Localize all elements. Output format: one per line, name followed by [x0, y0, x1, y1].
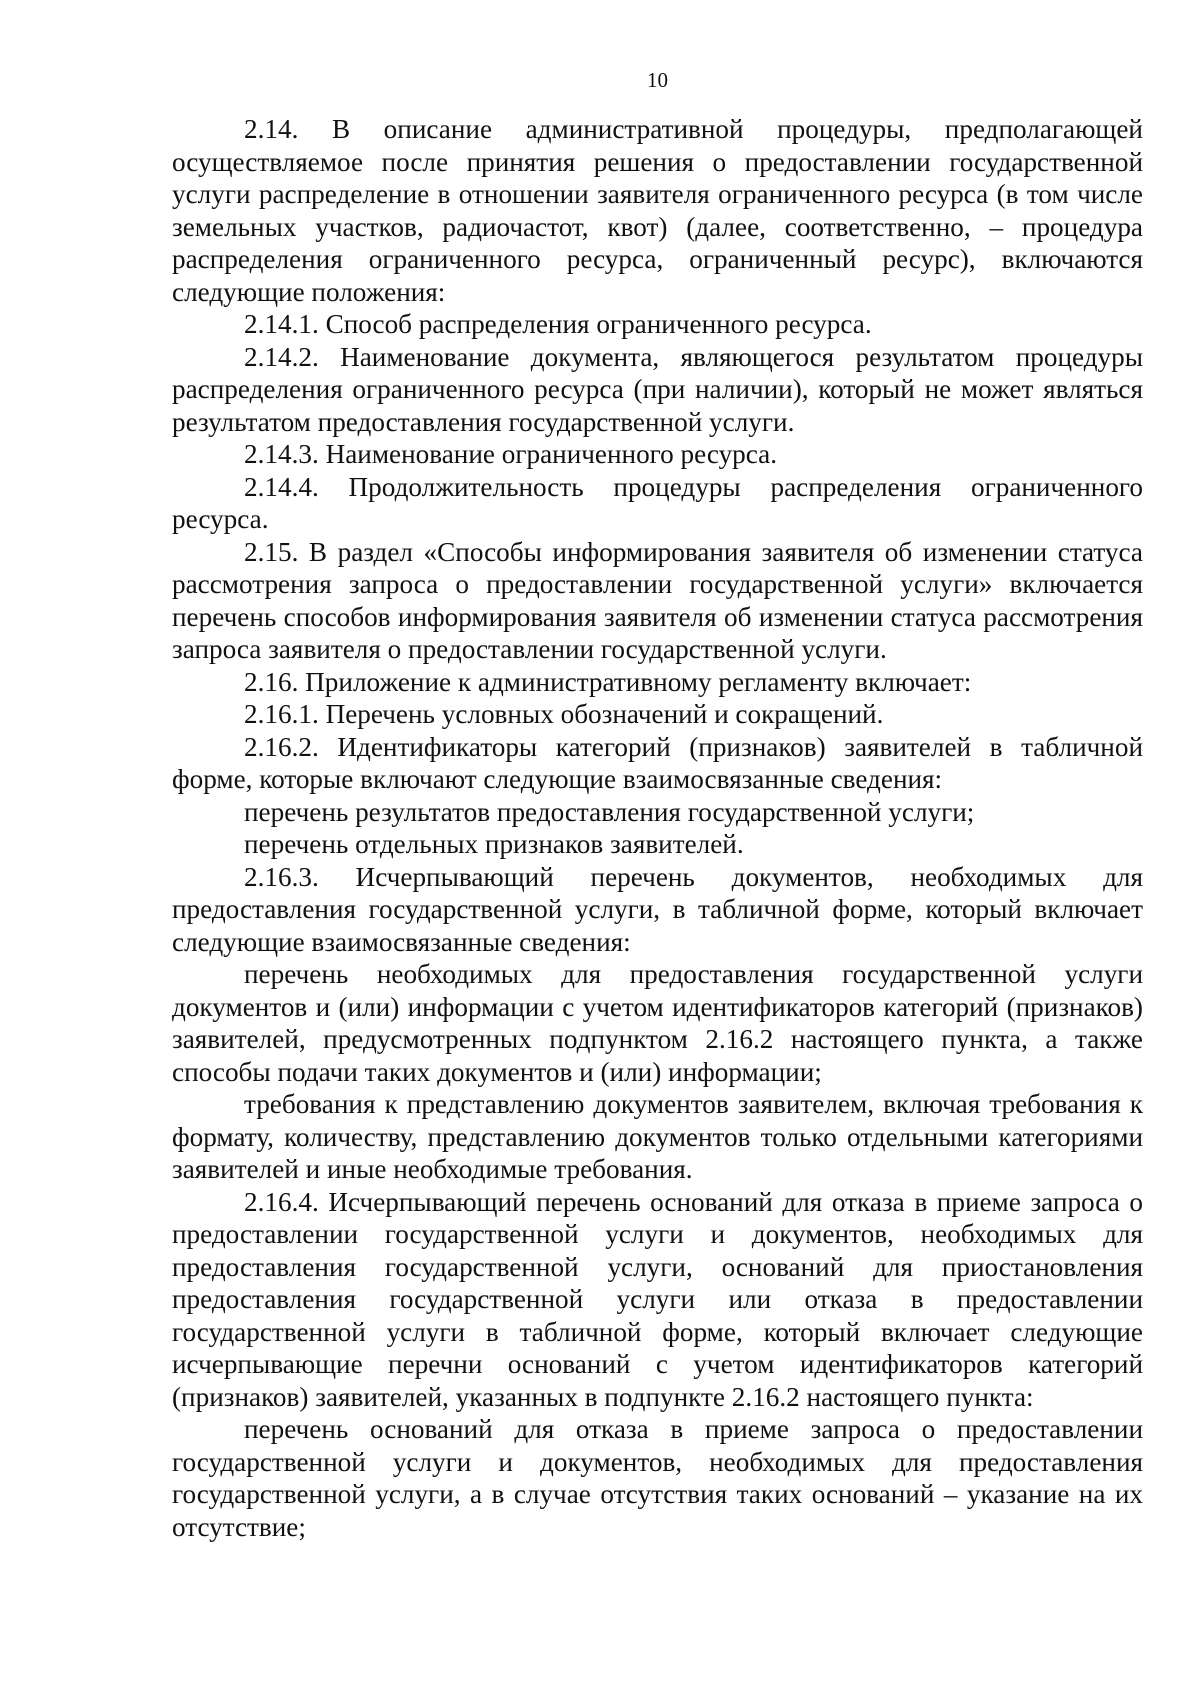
document-body	[172, 113, 1143, 1543]
list-item-results: перечень результатов предоставления государственной услуги;	[244, 796, 975, 827]
list-item-refusal-grounds: перечень оснований для отказа в приеме запроса о предоставлении государственной услуги и документов, необходимых для предоставления государственной услуги, а в случае отсутствия таких оснований – указание на их отсутствие;	[172, 1414, 1143, 1542]
list-item-document-requirements: требования к представлению документов заявителем, включая требования к формату, количеству, представлению документов только отдельными категориями заявителей и иные необходимые требования.	[172, 1089, 1143, 1184]
paragraph-2-16-1: 2.16.1. Перечень условных обозначений и сокращений.	[244, 699, 884, 729]
paragraph-2-16-3: 2.16.3. Исчерпывающий перечень документов, необходимых для предоставления государственной услуги, в табличной форме, который включает следующие взаимосвязанные сведения:	[172, 861, 1143, 957]
list-item-required-documents: перечень необходимых для предоставления государственной услуги документов и (или) информации с учетом идентификаторов категорий (признаков) заявителей, предусмотренных подпунктом 2.16.2 настоящего пункта, а также способы подачи таких документов и (или) информации;	[172, 959, 1143, 1087]
paragraph-2-14: 2.14. В описание административной процедуры, предполагающей осуществляемое после принятия решения о предоставлении государственной услуги распределение в отношении заявителя ограниченного ресурса (в том числе земельных участков, радиочастот, квот) (далее, соответственно, – процедура распределения ограниченного ресурса, ограниченный ресурс), включаются следующие положения:	[172, 114, 1143, 307]
paragraph-2-14-1: 2.14.1. Способ распределения ограниченного ресурса.	[244, 309, 872, 339]
paragraph-2-14-2: 2.14.2. Наименование документа, являющегося результатом процедуры распределения ограниченного ресурса (при наличии), который не может являться результатом предоставления государственной услуги.	[172, 341, 1143, 437]
paragraph-2-16-2: 2.16.2. Идентификаторы категорий (признаков) заявителей в табличной форме, которые включают следующие взаимосвязанные сведения:	[172, 731, 1143, 794]
paragraph-2-16-4: 2.16.4. Исчерпывающий перечень оснований для отказа в приеме запроса о предоставлении государственной услуги и документов, необходимых для предоставления государственной услуги, оснований для приостановления предоставления государственной услуги или отказа в предоставлении государственной услуги в табличной форме, который включает следующие исчерпывающие перечни оснований с учетом идентификаторов категорий (признаков) заявителей, указанных в подпункте 2.16.2 настоящего пункта:	[172, 1186, 1143, 1412]
page-number: 10	[647, 68, 668, 92]
paragraph-2-16: 2.16. Приложение к административному регламенту включает:	[244, 666, 972, 697]
list-item-applicant-attributes: перечень отдельных признаков заявителей.	[244, 829, 744, 859]
paragraph-2-14-3: 2.14.3. Наименование ограниченного ресурса.	[244, 439, 778, 469]
paragraph-2-15: 2.15. В раздел «Способы информирования заявителя об изменении статуса рассмотрения запроса о предоставлении государственной услуги» включается перечень способов информирования заявителя об изменении статуса рассмотрения запроса заявителя о предоставлении государственной услуги.	[172, 536, 1143, 664]
paragraph-2-14-4: 2.14.4. Продолжительность процедуры распределения ограниченного ресурса.	[172, 471, 1143, 534]
